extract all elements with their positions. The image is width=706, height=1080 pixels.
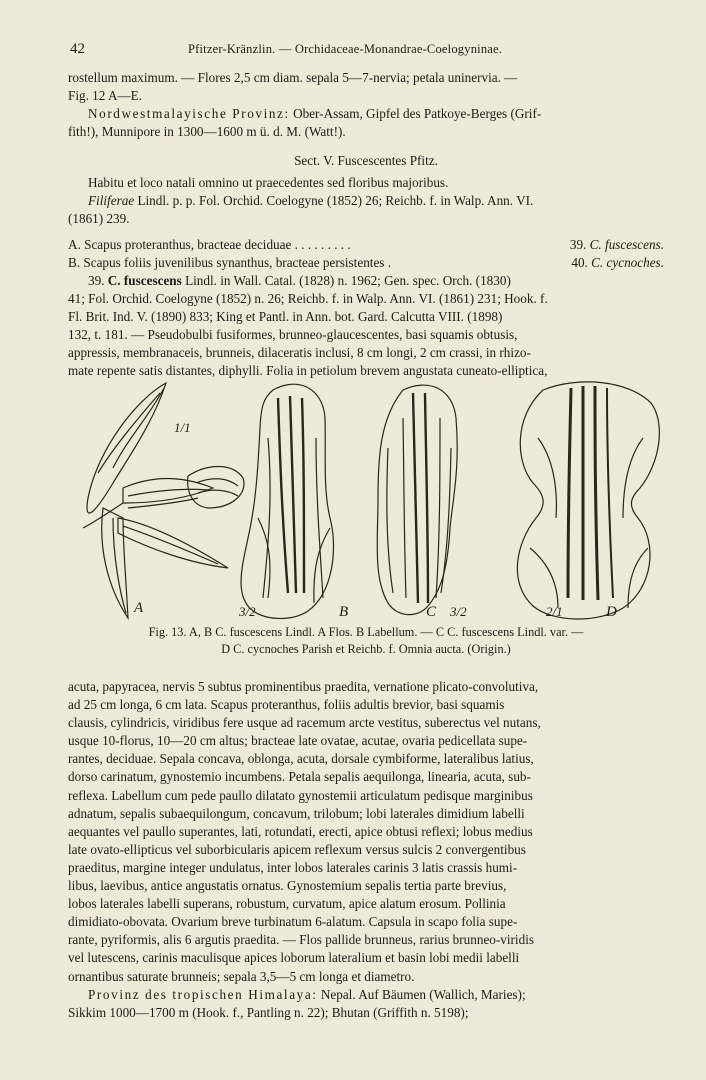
- species-key: [68, 236, 664, 272]
- figure-13: [68, 378, 664, 628]
- section-heading: Sect. V. Fuscescentes Pfitz.: [294, 153, 438, 168]
- text-line: dorso carinatum, gynostemio incumbens. Petala sepalis aequilonga, linearia, acuta, sub-: [68, 769, 531, 785]
- text-line: clausis, cylindricis, viridibus fere usque ad racemum arcte vestitus, suberectus vel nutans,: [68, 715, 541, 731]
- distribution-line: [68, 986, 664, 1004]
- key-entry-b: [68, 254, 664, 272]
- text-line: usque 10-florus, 10—20 cm altus; bracteae late ovatae, acutae, ovaria pedicellata supe-: [68, 733, 528, 749]
- filiferae-ref: Lindl. p. p. Fol. Orchid. Coelogyne (1852) 26; Reichb. f. in Walp. Ann. VI.: [134, 193, 534, 209]
- species-first-line: [68, 272, 664, 290]
- key-text: B. Scapus foliis juvenilibus synanthus, bracteae persistentes .: [68, 255, 392, 271]
- province-text: Ober-Assam, Gipfel des Patkoye-Berges (Grif-: [289, 106, 542, 122]
- labellum-drawing-b: [241, 384, 333, 618]
- key-ref-num: 40.: [571, 255, 588, 271]
- section-block: [68, 152, 664, 228]
- text-line: Lindl. in Wall. Catal. (1828) n. 1962; Gen. spec. Orch. (1830): [181, 273, 511, 288]
- text-line: aequantes vel paullo superantes, lati, rotundati, erecti, apice obtusi reflexi; lobus medius: [68, 823, 533, 839]
- text-line: 41; Fol. Orchid. Coelogyne (1852) n. 26; Reichb. f. in Walp. Ann. VI. (1861) 231; Hook. f.: [68, 291, 548, 307]
- caption-line: Fig. 13. A, B C. fuscescens Lindl. A Flos. B Labellum. — C C. fuscescens Lindl. var. —: [148, 625, 584, 639]
- scale-label-c: 3/2: [450, 604, 467, 619]
- key-entry-a: [68, 236, 664, 254]
- distribution-line: [68, 105, 664, 123]
- habit-line: Habitu et loco natali omnino ut praecedentes sed floribus majoribus.: [88, 175, 449, 191]
- text-line: dimidiato-obovata. Ovarium breve turbinatum 6-alatum. Capsula in scapo folia supe-: [68, 914, 518, 930]
- species-description: [68, 272, 664, 381]
- text-line: lobos laterales labelli superans, robustum, curvatum, apice alatum erosum. Pollinia: [68, 896, 506, 912]
- text-line: ad 25 cm longa, 6 cm lata. Scapus proteranthus, foliis adultis brevior, basi squamis: [68, 697, 505, 713]
- flower-drawing-a: [83, 383, 244, 618]
- species-name: C. fuscescens: [107, 273, 182, 288]
- text-line: acuta, papyracea, nervis 5 subtus prominentibus praedita, vernatione plicato-convolutiva,: [68, 679, 539, 694]
- filiferae-name: Filiferae: [88, 193, 135, 209]
- text-line: ornantibus saturate brunneis; sepala 3,5—5 cm longa et diametro.: [68, 968, 415, 984]
- page-number: 42: [70, 41, 85, 57]
- scale-label-a: 1/1: [174, 420, 191, 435]
- filiferae-line: [68, 192, 664, 210]
- labellum-drawing-c: [377, 385, 457, 615]
- text-line: reflexa. Labellum cum pede paullo dilatato gynostemii articulatum pedisque marginibus: [68, 787, 533, 803]
- scale-label-b: 3/2: [239, 604, 256, 619]
- species-number: 39.: [88, 273, 105, 288]
- scale-label-d: 2/1: [546, 604, 563, 619]
- key-ref-name: C. fuscescens.: [589, 237, 664, 252]
- text-line: adnatum, sepalis subaequilongum, concavum, trilobum; lobi laterales dimidium labelli: [68, 805, 525, 821]
- description-body: [68, 678, 664, 1022]
- figure-label-c: C: [426, 604, 437, 620]
- province-label: Provinz des tropischen Himalaya:: [88, 986, 318, 1002]
- caption-line: D C. cycnoches Parish et Reichb. f. Omnia aucta. (Origin.): [221, 642, 511, 656]
- text-line: rostellum maximum. — Flores 2,5 cm diam. sepala 5—7-nervia; petala uninervia. —: [68, 70, 518, 85]
- text-line: Fig. 12 A—E.: [68, 88, 143, 104]
- text-line: mate repente satis distantes, diphylli. Folia in petiolum brevem angustata cuneato-elliptica,: [68, 363, 548, 379]
- running-title: Pfitzer-Kränzlin. — Orchidaceae-Monandrae-Coelogyninae.: [188, 42, 503, 56]
- botanical-illustration: [68, 378, 664, 628]
- text-line: 132, t. 181. — Pseudobulbi fusiformes, brunneo-glaucescentes, basi squamis obtusis,: [68, 327, 518, 343]
- page-header: [70, 41, 666, 61]
- top-paragraph: [68, 69, 664, 141]
- text-line: rantes, deciduae. Sepala concava, oblonga, acuta, dorsale cymbiforme, lateralibus latius,: [68, 751, 534, 767]
- text-line: appressis, membranaceis, brunneis, dilaceratis inclusi, 8 cm longi, 2 cm crassi, in rhizo-: [68, 345, 531, 361]
- text-line: fith!), Munnipore in 1300—1600 m ü. d. M. (Watt!).: [68, 124, 346, 140]
- text-line: libus, laevibus, antice angustatis ornatus. Gynostemium sepalis tertia parte brevius,: [68, 878, 507, 894]
- figure-label-d: D: [606, 604, 617, 620]
- text-line: (1861) 239.: [68, 211, 130, 227]
- figure-label-b: B: [339, 604, 349, 620]
- figure-caption: [68, 624, 664, 658]
- province-label: Nordwestmalayische Provinz:: [88, 106, 290, 122]
- key-text: A. Scapus proteranthus, bracteae deciduae . . . . . . . . .: [68, 237, 351, 252]
- text-line: praeditus, margine integer undulatus, inter lobos laterales carinis 3 latis crassis humi-: [68, 859, 518, 875]
- text-line: late ovato-ellipticus vel suborbicularis apicem reflexum versus sulcis 2 convergentibus: [68, 841, 526, 857]
- key-ref-name: C. cycnoches.: [591, 255, 664, 271]
- text-line: Sikkim 1000—1700 m (Hook. f., Pantling n. 22); Bhutan (Griffith n. 5198);: [68, 1004, 469, 1020]
- labellum-drawing-d: [517, 382, 659, 619]
- key-ref-num: 39.: [569, 237, 587, 252]
- province-text: Nepal. Auf Bäumen (Wallich, Maries);: [317, 986, 526, 1002]
- text-line: vel lutescens, carinis maculisque apices loborum lateralium et basin lobi medii labelli: [68, 950, 520, 966]
- text-line: rante, pyriformis, alis 6 argutis praedita. — Flos pallide brunneus, rarius brunneo-viridis: [68, 932, 534, 948]
- text-line: Fl. Brit. Ind. V. (1890) 833; King et Pantl. in Ann. bot. Gard. Calcutta VIII. (1898): [68, 309, 503, 325]
- figure-label-a: A: [134, 600, 144, 616]
